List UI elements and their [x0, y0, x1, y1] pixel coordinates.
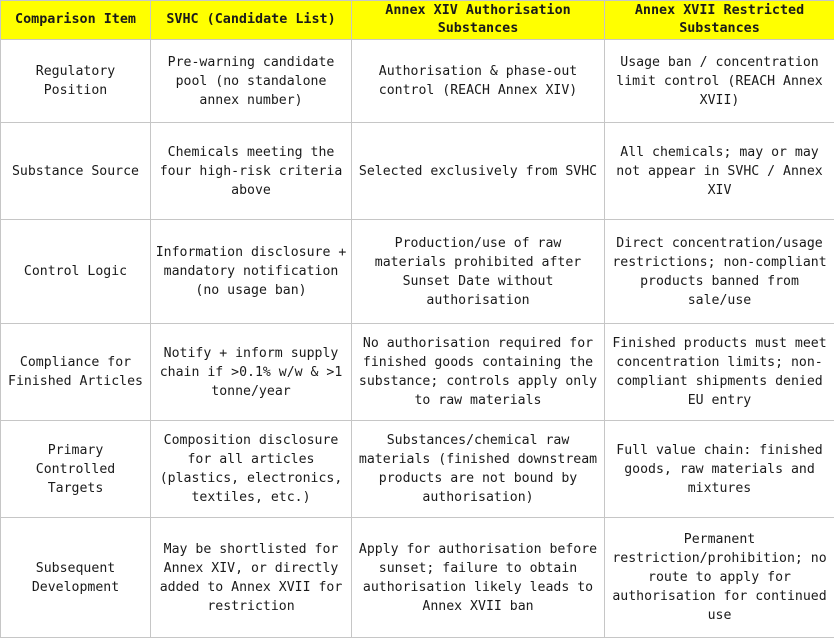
- cell-svhc: Composition disclosure for all articles (plastics, electronics, textiles, etc.): [151, 421, 352, 518]
- cell-annex-xiv: No authorisation required for finished goods containing the substance; controls apply only to raw materials: [352, 324, 605, 421]
- row-label: Compliance for Finished Articles: [1, 324, 151, 421]
- cell-annex-xvii: Permanent restriction/prohibition; no route to apply for authorisation for continued use: [605, 518, 834, 638]
- header-annex-xiv: Annex XIV Authorisation Substances: [352, 1, 605, 40]
- row-label: Primary Controlled Targets: [1, 421, 151, 518]
- table-row: [1, 421, 834, 518]
- cell-annex-xiv: Authorisation & phase-out control (REACH Annex XIV): [352, 40, 605, 123]
- row-label: Subsequent Development: [1, 518, 151, 638]
- cell-svhc: May be shortlisted for Annex XIV, or directly added to Annex XVII for restriction: [151, 518, 352, 638]
- row-label: Control Logic: [1, 220, 151, 324]
- cell-annex-xiv: Substances/chemical raw materials (finished downstream products are not bound by authorisation): [352, 421, 605, 518]
- table-row: [1, 324, 834, 421]
- cell-svhc: Information disclosure + mandatory notification (no usage ban): [151, 220, 352, 324]
- table-row: [1, 220, 834, 324]
- cell-svhc: Pre-warning candidate pool (no standalone annex number): [151, 40, 352, 123]
- cell-annex-xvii: Finished products must meet concentration limits; non-compliant shipments denied EU entry: [605, 324, 834, 421]
- table-row: [1, 518, 834, 638]
- cell-annex-xvii: Direct concentration/usage restrictions; non-compliant products banned from sale/use: [605, 220, 834, 324]
- header-row: [1, 1, 834, 40]
- table-row: [1, 123, 834, 220]
- cell-annex-xiv: Production/use of raw materials prohibited after Sunset Date without authorisation: [352, 220, 605, 324]
- header-comparison-item: Comparison Item: [1, 1, 151, 40]
- cell-annex-xvii: Full value chain: finished goods, raw materials and mixtures: [605, 421, 834, 518]
- cell-annex-xiv: Apply for authorisation before sunset; failure to obtain authorisation likely leads to Annex XVII ban: [352, 518, 605, 638]
- cell-svhc: Notify + inform supply chain if >0.1% w/w & >1 tonne/year: [151, 324, 352, 421]
- cell-svhc: Chemicals meeting the four high-risk criteria above: [151, 123, 352, 220]
- row-label: Regulatory Position: [1, 40, 151, 123]
- header-annex-xvii: Annex XVII Restricted Substances: [605, 1, 834, 40]
- table-row: [1, 40, 834, 123]
- cell-annex-xiv: Selected exclusively from SVHC: [352, 123, 605, 220]
- row-label: Substance Source: [1, 123, 151, 220]
- header-svhc: SVHC (Candidate List): [151, 1, 352, 40]
- cell-annex-xvii: All chemicals; may or may not appear in SVHC / Annex XIV: [605, 123, 834, 220]
- cell-annex-xvii: Usage ban / concentration limit control (REACH Annex XVII): [605, 40, 834, 123]
